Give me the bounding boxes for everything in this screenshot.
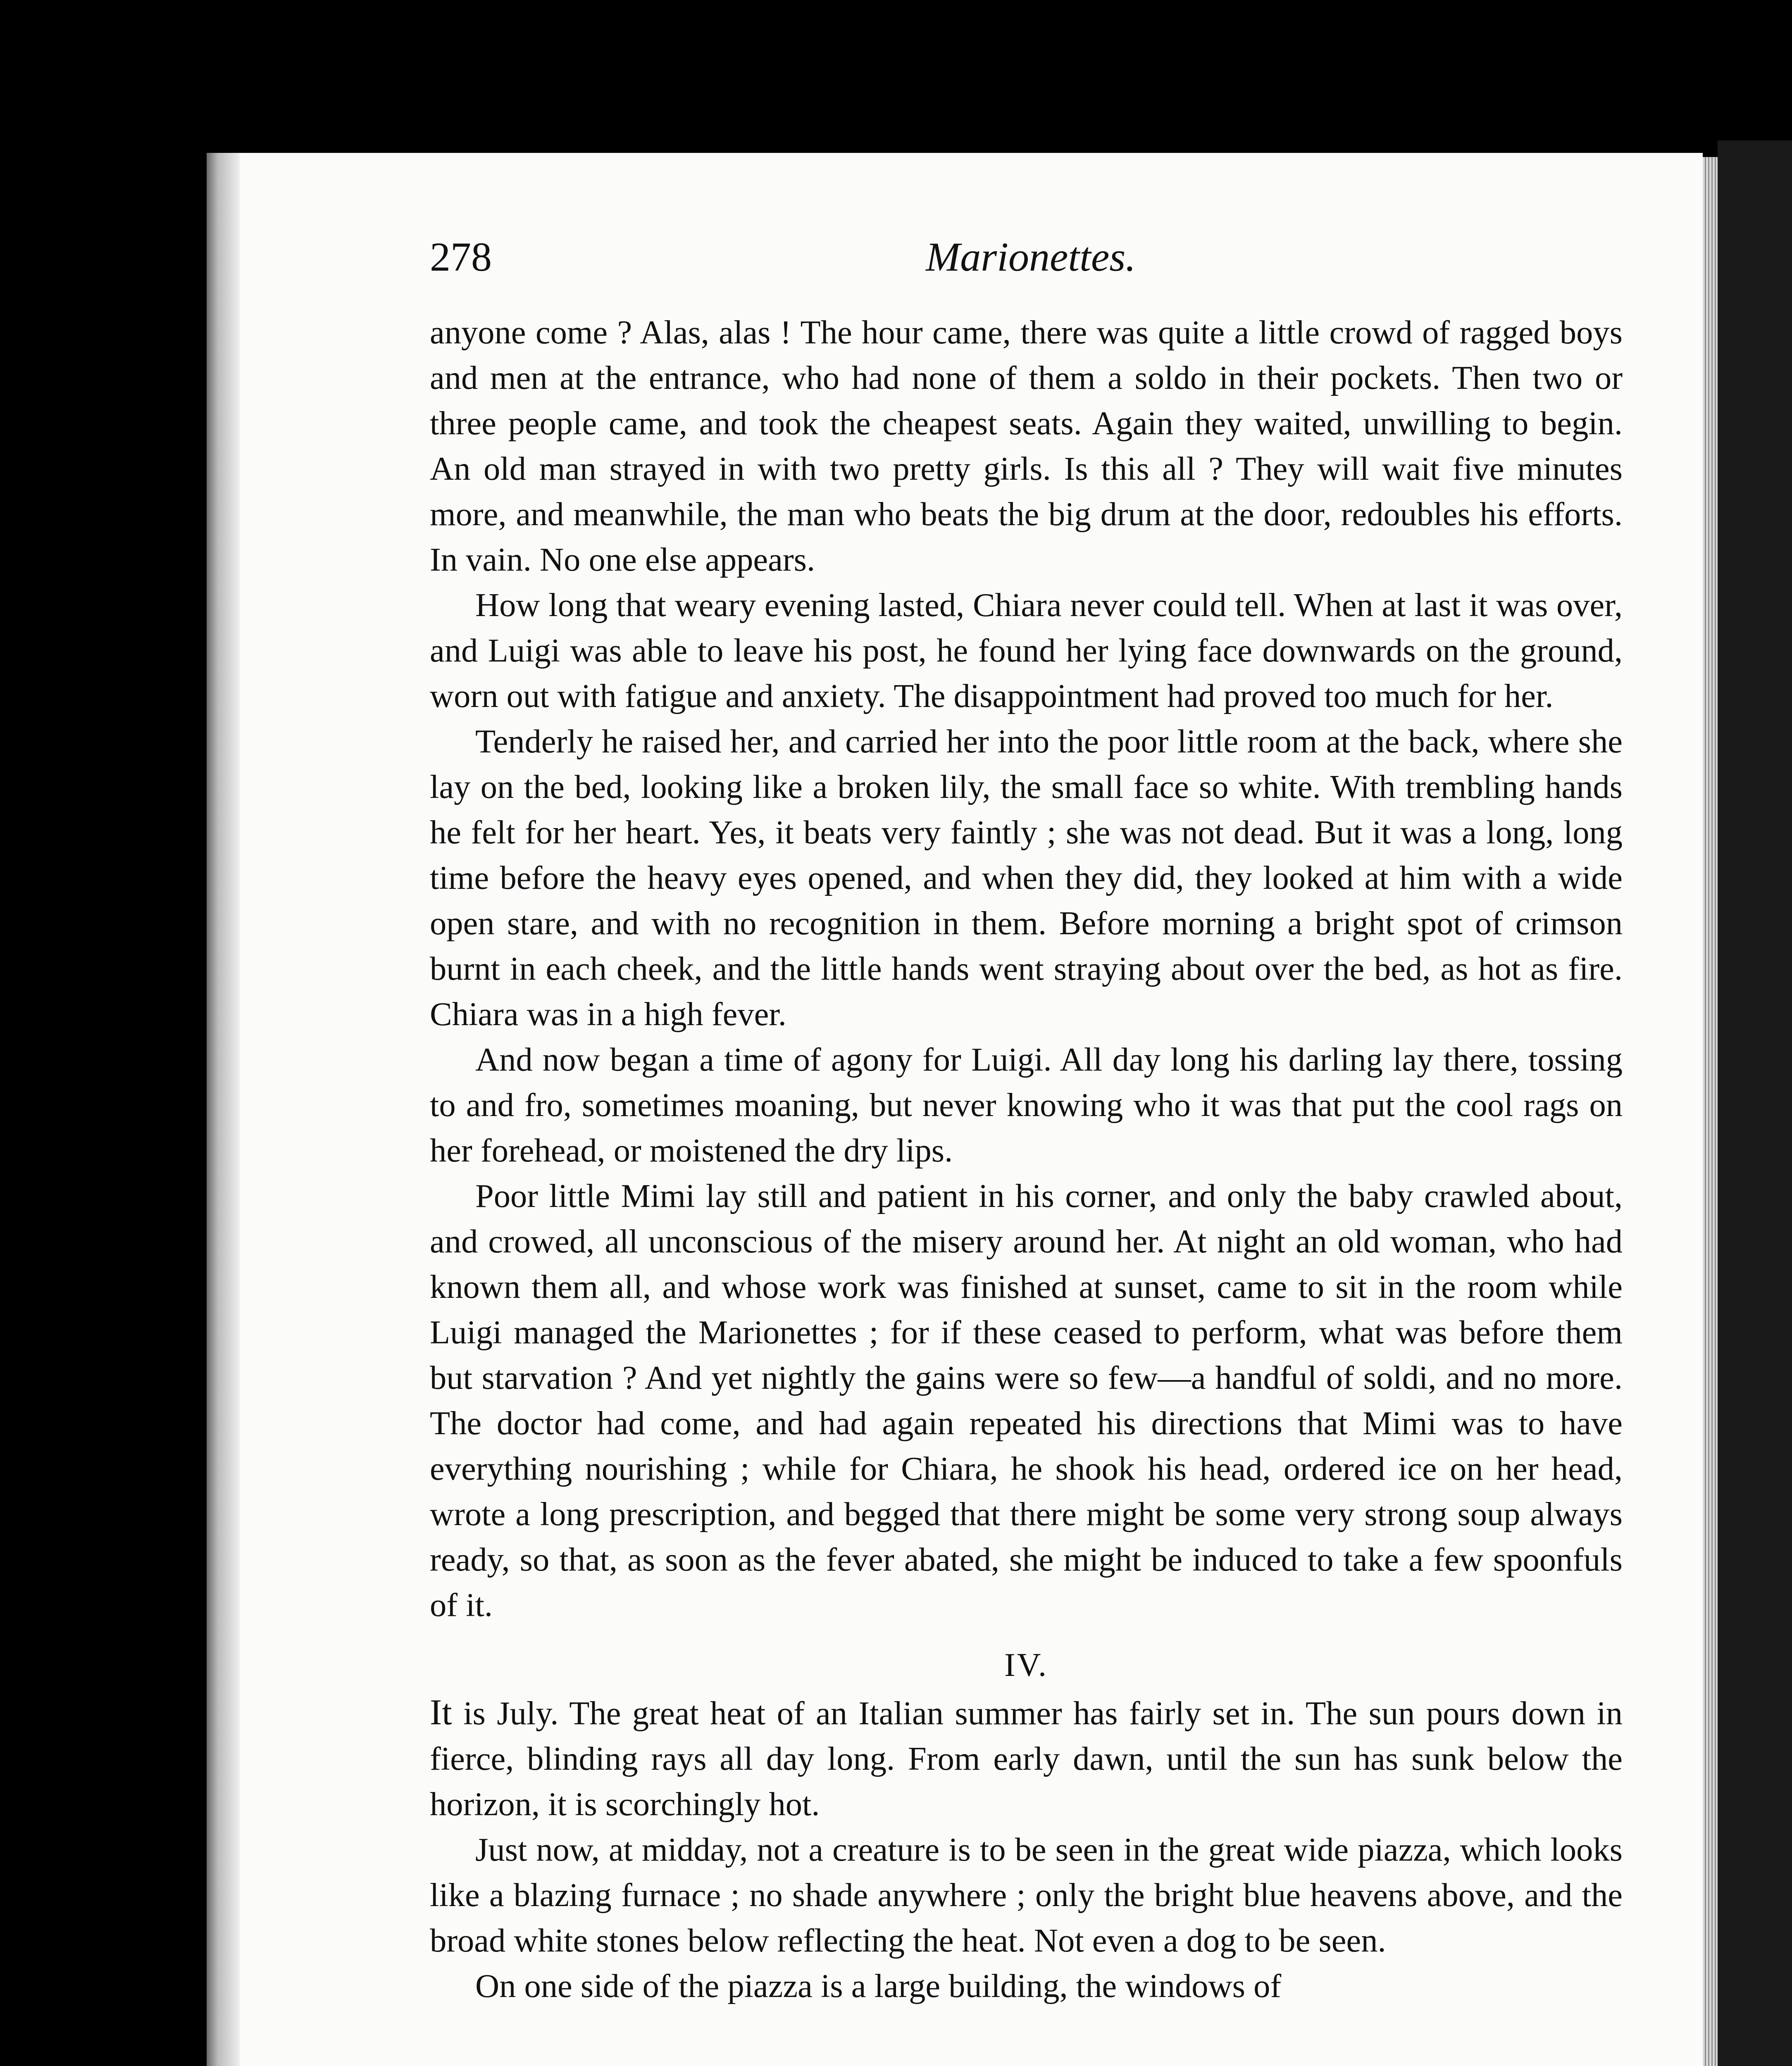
adjacent-page-shadow bbox=[1718, 140, 1792, 2066]
paragraph: Tenderly he raised her, and carried her into the poor little room at the back, where she lay on the bed, looking like a broken lily, the small face so white. With trembling hands he felt for her heart. Yes, it beats very faintly ; she was not dead. But it was a long, long time before the heavy eyes opened, and when they did, they looked at him with a wide open stare, and with no recognition in them. Before morning a bright spot of crimson burnt in each cheek, and the little hands went straying about over the bed, as hot as fire. Chiara was in a high fever. bbox=[430, 723, 1623, 1033]
section-first-paragraph bbox=[430, 1690, 1623, 1827]
paragraph: And now began a time of agony for Luigi. All day long his darling lay there, tossing to and fro, sometimes moaning, but never knowing who it was that put the cool rags on her forehead, or moistened the dry lips. bbox=[430, 1041, 1623, 1169]
book-page bbox=[207, 153, 1703, 2066]
body-text bbox=[430, 310, 1623, 2009]
page-gutter-shadow bbox=[207, 153, 240, 2066]
running-head bbox=[430, 224, 1546, 290]
small-caps-opening: It bbox=[430, 1692, 452, 1733]
paragraph-text: is July. The great heat of an Italian summer has fairly set in. The sun pours down in fierce, blinding rays all day long. From early dawn, until the sun has sunk below the horizon, it is scorchingly hot. bbox=[430, 1695, 1623, 1823]
paragraph: anyone come ? Alas, alas ! The hour came, there was quite a little crowd of ragged boys and men at the entrance, who had none of them a soldo in their pockets. Then two or three people came, and took the cheapest seats. Again they waited, unwilling to begin. An old man strayed in with two pretty girls. Is this all ? They will wait five minutes more, and meanwhile, the man who beats the big drum at the door, redoubles his efforts. In vain. No one else appears. bbox=[430, 314, 1623, 578]
paragraph: On one side of the piazza is a large building, the windows of bbox=[475, 1968, 1282, 2004]
page-edges bbox=[1703, 157, 1718, 2066]
paragraph: How long that weary evening lasted, Chiara never could tell. When at last it was over, and Luigi was able to leave his post, he found her lying face downwards on the ground, worn out with fatigue and anxiety. The disappointment had proved too much for her. bbox=[430, 587, 1623, 714]
paragraph: Just now, at midday, not a creature is to be seen in the great wide piazza, which looks like a blazing furnace ; no shade anywhere ; only the bright blue heavens above, and the broad white stones below reflecting the heat. Not even a dog to be seen. bbox=[430, 1831, 1623, 1959]
running-title: Marionettes. bbox=[926, 234, 1136, 280]
page-number: 278 bbox=[430, 234, 492, 280]
paragraph: Poor little Mimi lay still and patient in his corner, and only the baby crawled about, and crowed, all unconscious of the misery around her. At night an old woman, who had known them all, and whose work was finished at sunset, came to sit in the room while Luigi managed the Marionettes ; for if these ceased to perform, what was before them but starvation ? And yet nightly the gains were so few—a handful of soldi, and no more. The doctor had come, and had again repeated his directions that Mimi was to have everything nourishing ; while for Chiara, he shook his head, ordered ice on her head, wrote a long prescription, and begged that there might be some very strong soup always ready, so that, as soon as the fever abated, she might be induced to take a few spoonfuls of it. bbox=[430, 1178, 1623, 1623]
section-heading: IV. bbox=[1004, 1647, 1049, 1683]
